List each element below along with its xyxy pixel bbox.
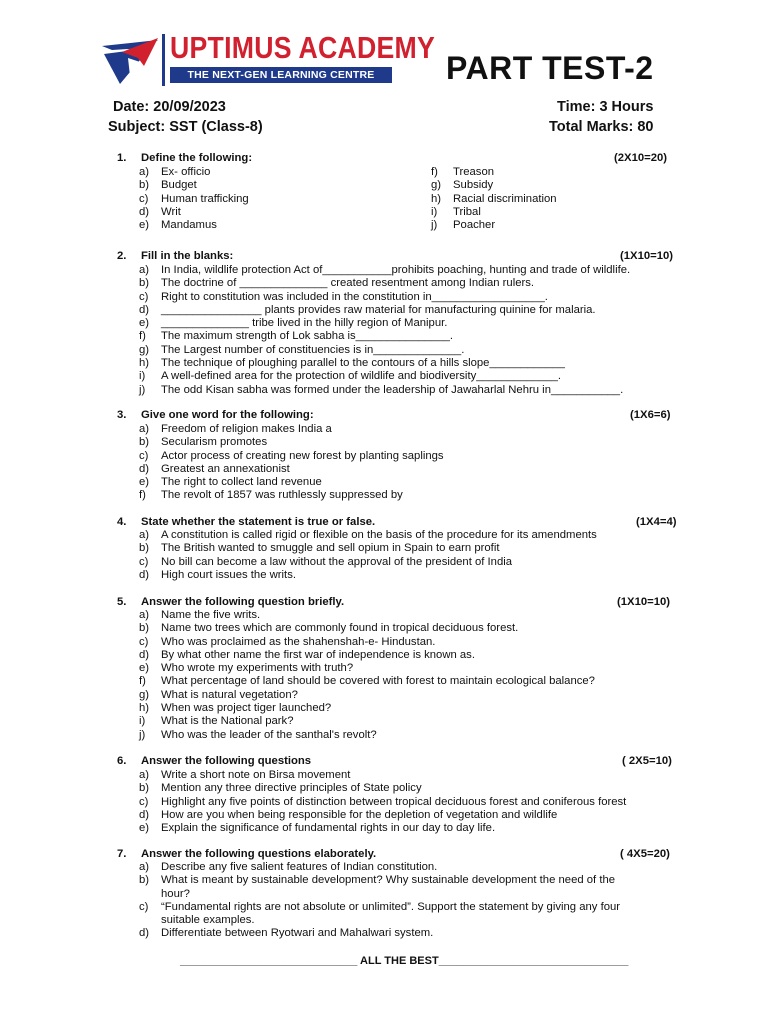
- list-item: a) Ex- officio: [139, 166, 211, 178]
- list-item: g) Subsidy: [431, 179, 494, 192]
- list-item: f) The revolt of 1857 was ruthlessly suppressed by: [139, 489, 403, 502]
- question-1-title: 1. Define the following:: [117, 152, 253, 164]
- list-item: c) Who was proclaimed as the shahenshah-e- Hindustan.: [139, 635, 436, 648]
- list-item: suitable examples.: [161, 914, 255, 927]
- list-item: b) What is meant by sustainable development? Why sustainable development the need of the: [139, 874, 616, 887]
- list-item: f) The maximum strength of Lok sabha is_______________.: [139, 330, 454, 343]
- list-item: d) By what other name the first war of independence is known as.: [139, 648, 475, 661]
- question-1-left-list: [139, 166, 249, 232]
- exam-time: Time: 3 Hours: [557, 99, 654, 115]
- question-7-marks: ( 4X5=20): [620, 848, 670, 860]
- list-item: e) The right to collect land revenue: [139, 476, 322, 489]
- list-item: b) Budget: [139, 179, 197, 192]
- list-item: f) Treason: [431, 166, 495, 178]
- list-item: j) Who was the leader of the santhal's revolt?: [139, 728, 377, 741]
- list-item: c) Human trafficking: [139, 192, 249, 205]
- question-6-list: [139, 769, 626, 835]
- footer-all-the-best: _____________________________ ALL THE BEST_______________________________: [180, 955, 629, 967]
- test-title: PART TEST-2: [446, 50, 654, 86]
- question-7-list: [139, 861, 620, 941]
- question-6-title: 6. Answer the following questions: [117, 755, 312, 767]
- list-item: a) Name the five writs.: [139, 609, 261, 621]
- list-item: g) What is natural vegetation?: [139, 688, 298, 701]
- total-marks: Total Marks: 80: [549, 119, 654, 135]
- question-2-marks: (1X10=10): [620, 250, 674, 262]
- list-item: d) High court issues the writs.: [139, 568, 296, 581]
- question-4-list: [139, 529, 597, 582]
- question-1-right-list: [431, 166, 557, 232]
- list-item: a) Describe any five salient features of Indian constitution.: [139, 861, 438, 873]
- list-item: b) The doctrine of ______________ created resentment among Indian rulers.: [139, 277, 535, 290]
- list-item: i) A well-defined area for the protection of wildlife and biodiversity_____________.: [139, 370, 562, 383]
- list-item: i) What is the National park?: [139, 715, 294, 728]
- list-item: h) The technique of ploughing parallel to the contours of a hills slope____________: [139, 357, 565, 370]
- list-item: a) Write a short note on Birsa movement: [139, 769, 351, 781]
- list-item: b) Mention any three directive principles of State policy: [139, 782, 422, 795]
- academy-tagline: THE NEXT-GEN LEARNING CENTRE: [170, 67, 392, 83]
- list-item: e) ______________ tribe lived in the hilly region of Manipur.: [139, 317, 448, 330]
- list-item: d) How are you when being responsible for the depletion of vegetation and wildlife: [139, 808, 558, 821]
- list-item: a) A constitution is called rigid or flexible on the basis of the procedure for its amendments: [139, 529, 597, 541]
- list-item: a) In India, wildlife protection Act of___________prohibits poaching, hunting and trade of wildlife.: [139, 264, 631, 276]
- question-4-marks: (1X4=4): [636, 516, 677, 528]
- list-item: b) Secularism promotes: [139, 436, 268, 449]
- list-item: h) Racial discrimination: [431, 192, 557, 205]
- question-3-list: [139, 423, 444, 503]
- question-3-title: 3. Give one word for the following:: [117, 409, 314, 421]
- list-item: b) The British wanted to smuggle and sell opium in Spain to earn profit: [139, 542, 500, 555]
- exam-subject: Subject: SST (Class-8): [108, 119, 263, 135]
- list-item: e) Mandamus: [139, 219, 217, 232]
- list-item: g) The Largest number of constituencies is in______________.: [139, 343, 465, 356]
- list-item: h) When was project tiger launched?: [139, 702, 332, 715]
- list-item: e) Who wrote my experiments with truth?: [139, 662, 354, 675]
- question-1-marks: (2X10=20): [614, 152, 668, 164]
- list-item: j) Poacher: [431, 219, 496, 232]
- question-5-marks: (1X10=10): [617, 596, 671, 608]
- question-6-marks: ( 2X5=10): [622, 755, 672, 767]
- question-2-title: 2. Fill in the blanks:: [117, 250, 234, 262]
- list-item: c) Actor process of creating new forest by planting saplings: [139, 449, 444, 462]
- list-item: f) What percentage of land should be covered with forest to maintain ecological balance?: [139, 675, 595, 688]
- question-2-list: [139, 264, 630, 397]
- list-item: c) No bill can become a law without the approval of the president of India: [139, 555, 513, 568]
- list-item: d) ________________ plants provides raw material for manufacturing quinine for malaria.: [139, 303, 596, 316]
- academy-name: UPTIMUS ACADEMY: [170, 30, 436, 65]
- list-item: e) Explain the significance of fundamental rights in our day to day life.: [139, 822, 496, 835]
- list-item: c) Right to constitution was included in the constitution in__________________.: [139, 290, 548, 303]
- list-item: d) Greatest an annexationist: [139, 462, 290, 475]
- list-item: a) Freedom of religion makes India a: [139, 423, 332, 435]
- list-item: c) Highlight any five points of distinction between tropical deciduous forest and coniferous forest: [139, 795, 627, 808]
- list-item: j) The odd Kisan sabha was formed under the leadership of Jawaharlal Nehru in___________.: [139, 383, 624, 396]
- question-5-list: [139, 609, 595, 742]
- list-item: i) Tribal: [431, 205, 481, 218]
- question-5-title: 5. Answer the following question briefly.: [117, 596, 345, 608]
- list-item: d) Writ: [139, 205, 181, 218]
- question-7-title: 7. Answer the following questions elaborately.: [117, 848, 377, 860]
- list-item: hour?: [161, 887, 190, 900]
- question-3-marks: (1X6=6): [630, 409, 671, 421]
- question-4-title: 4. State whether the statement is true or false.: [117, 516, 376, 528]
- exam-date: Date: 20/09/2023: [113, 99, 226, 115]
- list-item: b) Name two trees which are commonly found in tropical deciduous forest.: [139, 622, 519, 635]
- list-item: d) Differentiate between Ryotwari and Mahalwari system.: [139, 927, 434, 940]
- list-item: c) “Fundamental rights are not absolute or unlimited”. Support the statement by giving any four: [139, 900, 621, 913]
